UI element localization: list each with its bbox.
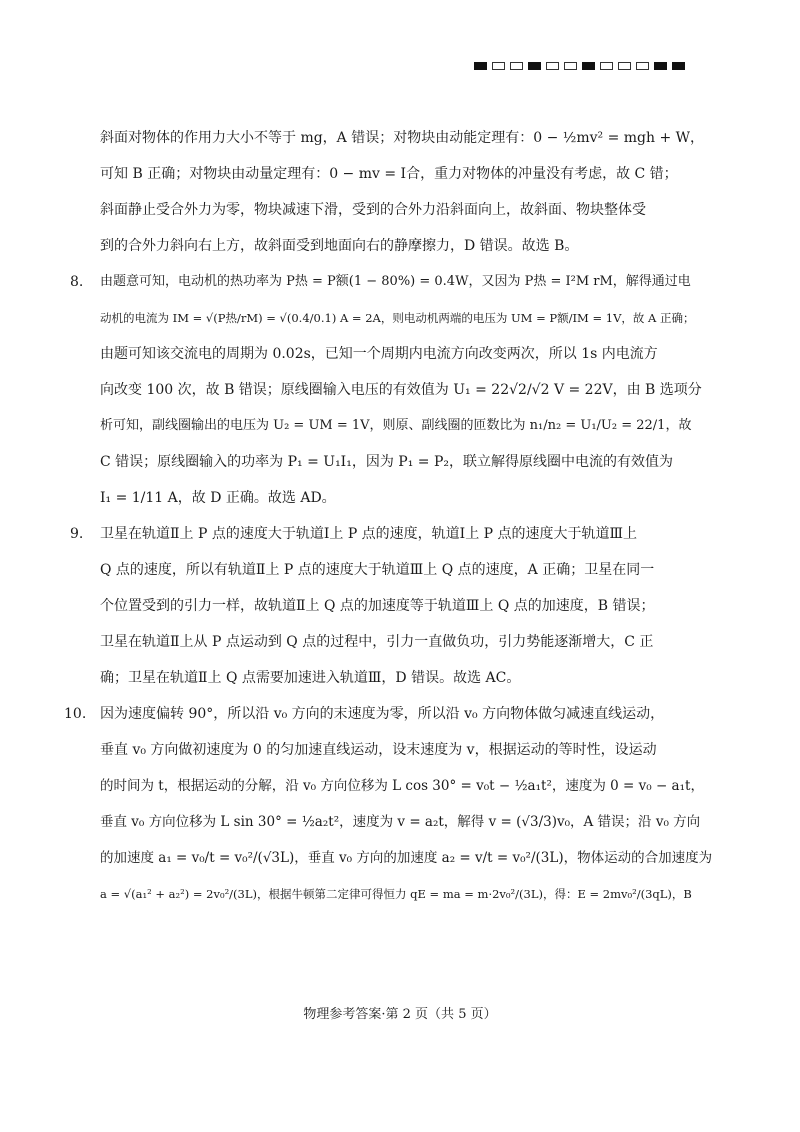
empty-square-mark (636, 62, 649, 70)
q8-block (70, 264, 702, 516)
q10-line: 垂直 v₀ 方向做初速度为 0 的匀加速直线运动，设末速度为 v，根据运动的等时性，设运动 (100, 742, 657, 758)
q10-line: a = √(a₁² + a₂²) = 2v₀²/(3L)，根据牛顿第二定律可得恒力 qE = ma = m·2v₀²/(3L)，得：E = 2mv₀²/(3qL)，B (100, 887, 692, 901)
answer-content (64, 120, 713, 912)
filled-square-mark (582, 62, 595, 70)
filled-square-mark (528, 62, 541, 70)
page-footer: 物理参考答案·第 2 页（共 5 页） (303, 1007, 497, 1022)
q9-line: Q 点的速度，所以有轨道Ⅱ上 P 点的速度大于轨道Ⅲ上 Q 点的速度，A 正确；卫星在同一 (100, 562, 655, 578)
q10-line: 的时间为 t，根据运动的分解，沿 v₀ 方向位移为 L cos 30° = v₀t − ½a₁t²，速度为 0 = v₀ − a₁t， (100, 778, 704, 794)
q9-line: 卫星在轨道Ⅱ上 P 点的速度大于轨道Ⅰ上 P 点的速度，轨道Ⅰ上 P 点的速度大于轨道Ⅲ上 (100, 526, 638, 542)
q8-line: 由题意可知，电动机的热功率为 P热 = P额(1 − 80%) = 0.4W，又因为 P热 = I²M rM，解得通过电 (100, 274, 691, 289)
q8-line: 动机的电流为 IM = √(P热/rM) = √(0.4/0.1) A = 2A，则电动机两端的电压为 UM = P额/IM = 1V，故 A 正确； (100, 311, 695, 325)
q10-line: 垂直 v₀ 方向位移为 L sin 30° = ½a₂t²，速度为 v = a₂t，解得 v = (√3/3)v₀，A 错误；沿 v₀ 方向 (100, 814, 701, 830)
q7-line: 可知 B 正确；对物块由动量定理有：0 − mv = I合，重力对物体的冲量没有考虑，故 C 错； (100, 166, 678, 182)
filled-square-mark (672, 62, 685, 70)
q9-line: 个位置受到的引力一样，故轨道Ⅱ上 Q 点的加速度等于轨道Ⅲ上 Q 点的加速度，B 错误； (100, 598, 655, 614)
q7-line: 到的合外力斜向右上方，故斜面受到地面向右的静摩擦力，D 错误。故选 B。 (100, 238, 579, 254)
q7-block (100, 120, 705, 264)
empty-square-mark (546, 62, 559, 70)
q8-line: C 错误；原线圈输入的功率为 P₁ = U₁I₁，因为 P₁ = P₂，联立解得原线圈中电流的有效值为 (100, 454, 673, 470)
q9-line: 确；卫星在轨道Ⅱ上 Q 点需要加速进入轨道Ⅲ，D 错误。故选 AC。 (100, 670, 521, 686)
q8-line: I₁ = 1/11 A，故 D 正确。故选 AD。 (100, 490, 336, 506)
q8-line: 向改变 100 次，故 B 错误；原线圈输入电压的有效值为 U₁ = 22√2/√2 V = 22V，由 B 选项分 (100, 382, 702, 398)
q10-block (64, 696, 713, 912)
q7-line: 斜面静止受合外力为零，物块减速下滑，受到的合外力沿斜面向上，故斜面、物块整体受 (100, 202, 646, 218)
filled-square-mark (474, 62, 487, 70)
q10-line: 因为速度偏转 90°，所以沿 v₀ 方向的末速度为零，所以沿 v₀ 方向物体做匀减速直线运动， (100, 706, 665, 722)
empty-square-mark (510, 62, 523, 70)
q10-number: 10. (64, 706, 87, 722)
q7-line: 斜面对物体的作用力大小不等于 mg，A 错误；对物块由动能定理有：0 − ½mv² = mgh + W， (100, 130, 705, 146)
empty-square-mark (564, 62, 577, 70)
empty-square-mark (492, 62, 505, 70)
empty-square-mark (600, 62, 613, 70)
empty-square-mark (618, 62, 631, 70)
q10-line: 的加速度 a₁ = v₀/t = v₀²/(√3L)，垂直 v₀ 方向的加速度 a₂ = v/t = v₀²/(3L)，物体运动的合加速度为 (100, 850, 713, 866)
header-marks (474, 62, 685, 70)
filled-square-mark (654, 62, 667, 70)
q8-number: 8. (70, 274, 84, 290)
q9-line: 卫星在轨道Ⅱ上从 P 点运动到 Q 点的过程中，引力一直做负功，引力势能逐渐增大，C 正 (100, 634, 654, 650)
q9-number: 9. (70, 526, 84, 542)
q8-line: 析可知，副线圈输出的电压为 U₂ = UM = 1V，则原、副线圈的匝数比为 n₁/n₂ = U₁/U₂ = 22/1，故 (100, 418, 692, 433)
q9-block (70, 516, 700, 696)
q8-line: 由题可知该交流电的周期为 0.02s，已知一个周期内电流方向改变两次，所以 1s 内电流方 (100, 346, 658, 362)
